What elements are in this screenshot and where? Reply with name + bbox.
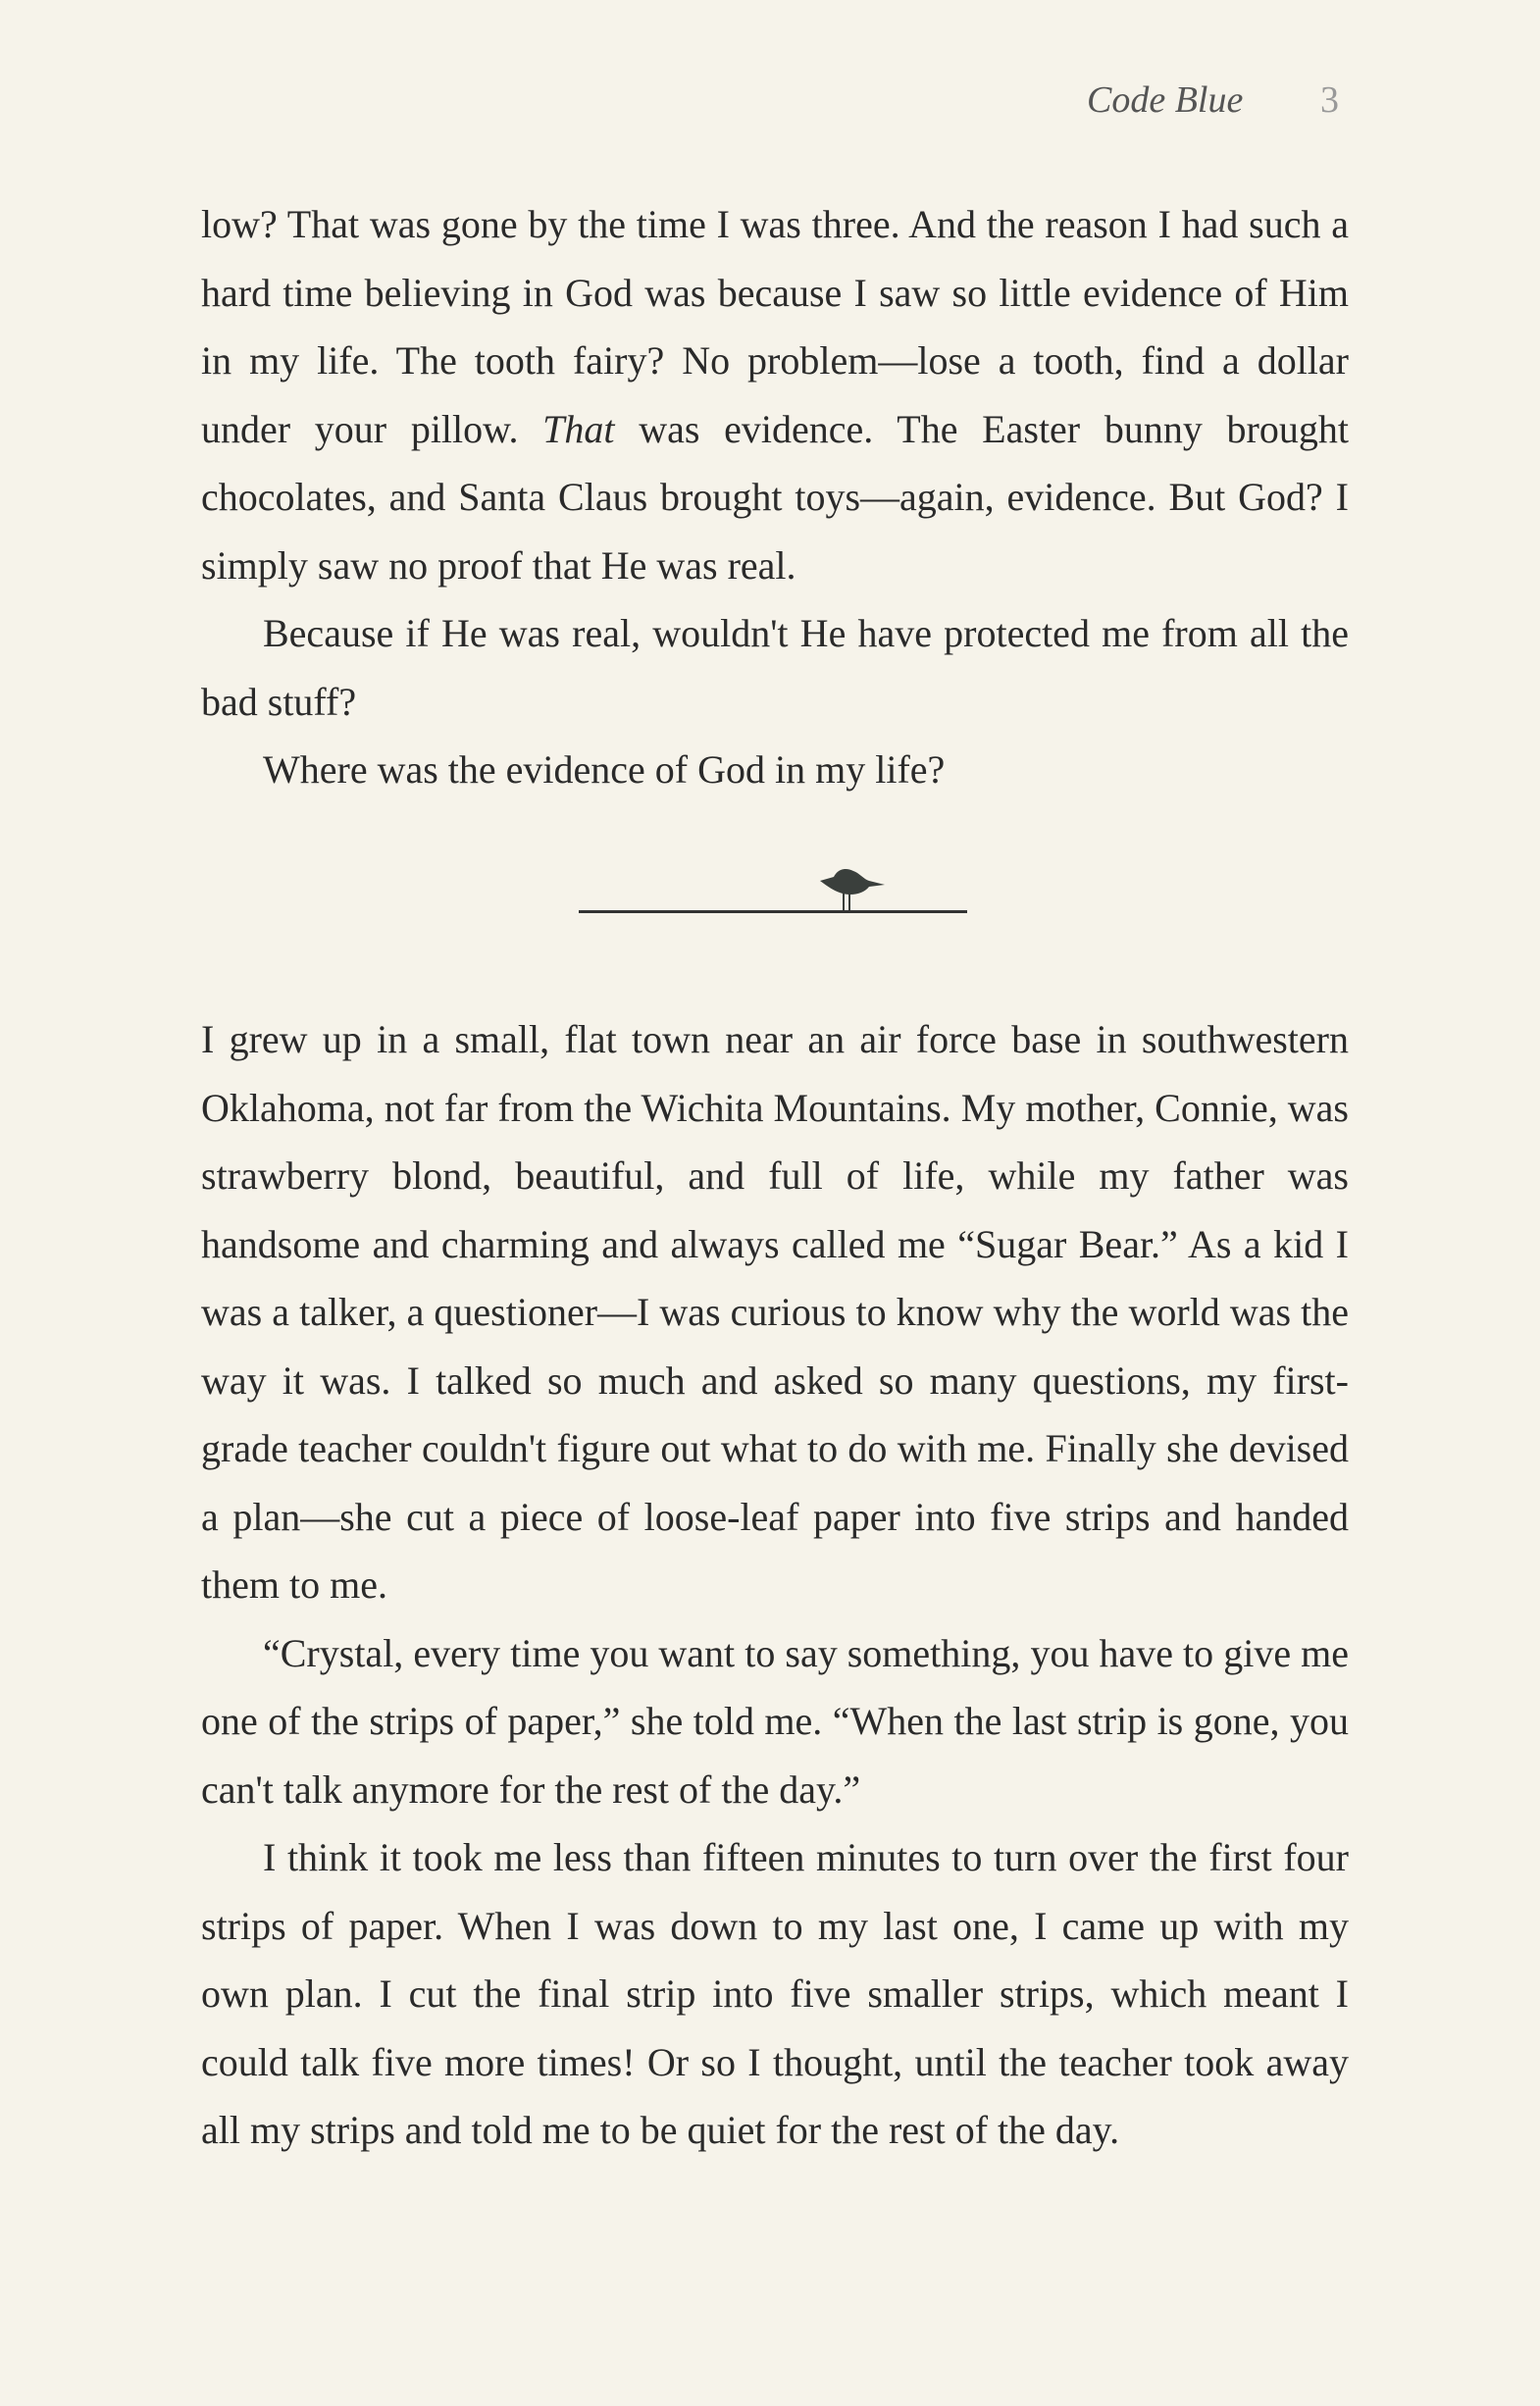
paragraph-1 (201, 190, 1349, 599)
paragraph-3: Where was the evidence of God in my life? (263, 747, 946, 792)
paragraph-6: I think it took me less than fifteen minutes to turn over the first four strips of paper. When I was down to my last one, I came up with my own plan. I cut the final strip into five smaller strips, which meant I could talk five more times! Or so I thought, until the teacher took away all my strips and told me to be quiet for the rest of the day. (201, 1835, 1349, 2152)
divider-line (579, 910, 967, 913)
section-1 (201, 190, 1349, 804)
section-2 (201, 1005, 1349, 2165)
bird-icon (814, 855, 893, 914)
paragraph-5: “Crystal, every time you want to say something, you have to give me one of the strips of paper,” she told me. “When the last strip is gone, you can't talk anymore for the rest of the day.” (201, 1630, 1349, 1812)
paragraph-1-part-b: was evidence. The Easter bunny brought chocolates, and Santa Claus brought toys—again, evidence. But God? I simply saw no proof that He was real. (201, 406, 1349, 588)
chapter-title: Code Blue (1087, 79, 1244, 121)
running-head (1040, 78, 1354, 137)
page-number: 3 (1320, 79, 1339, 121)
section-divider (579, 855, 971, 914)
paragraph-4: I grew up in a small, flat town near an air force base in southwestern Oklahoma, not far from the Wichita Mountains. My mother, Connie, was strawberry blond, beautiful, and full of life, while my father was handsome and charming and always called me “Sugar Bear.” As a kid I was a talker, a questioner—I was curious to know why the world was the way it was. I talked so much and asked so many questions, my first-grade teacher couldn't figure out what to do with me. Finally she devised a plan—she cut a piece of loose-leaf paper into five strips and handed them to me. (201, 1017, 1349, 1607)
paragraph-2: Because if He was real, wouldn't He have protected me from all the bad stuff? (201, 611, 1349, 724)
emphasis-that: That (542, 406, 615, 451)
paragraph-1-part-a: low? That was gone by the time I was three. And the reason I had such a hard time believing in God was because I saw so little evidence of Him in my life. The tooth fairy? No problem—lose a tooth, find a dollar under your pillow. (201, 202, 1349, 451)
